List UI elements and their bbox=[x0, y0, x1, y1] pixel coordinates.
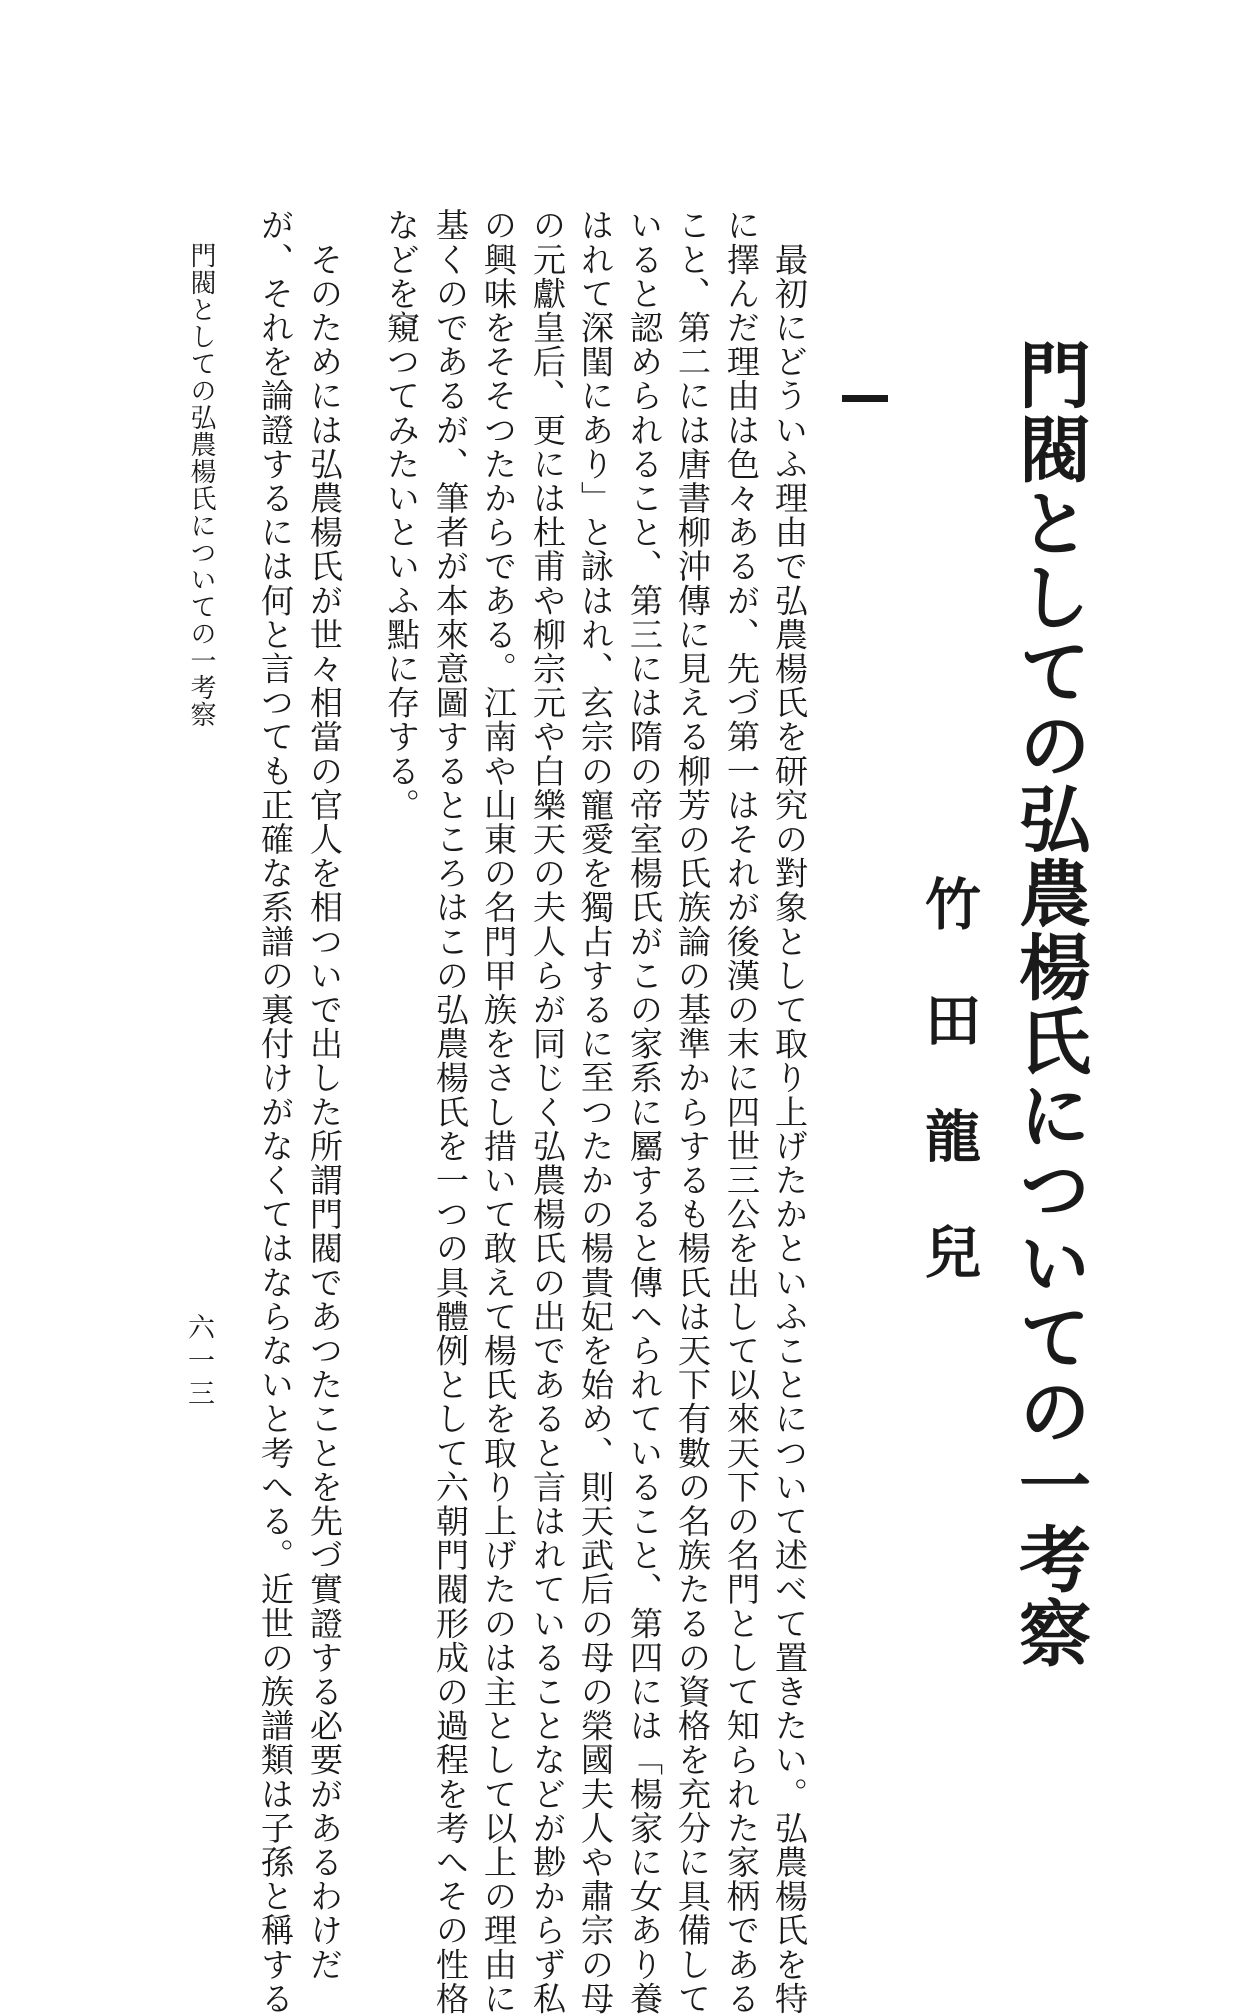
body-line-10: そのためには弘農楊氏が世々相當の官人を相ついで出した所謂門閥であつたことを先づ實證する必要があるわけだ bbox=[305, 208, 344, 1982]
body-line-8: 基くのであるが、筆者が本來意圖するところはこの弘農楊氏を一つの具體例として六朝門閥形成の過程を考へその性格 bbox=[431, 208, 470, 2015]
page-number: 六一三 bbox=[183, 1313, 214, 1412]
body-line-1: 最初にどういふ理由で弘農楊氏を研究の對象として取り上げたかといふことについて述べて置きたい。弘農楊氏を特 bbox=[770, 208, 809, 2015]
body-line-4: いると認められること、第三には隋の帝室楊氏がこの家系に屬すると傳へられていること、第四には「楊家に女あり養 bbox=[625, 208, 664, 2015]
running-header: 門閥としての弘農楊氏についての一考察 bbox=[186, 242, 216, 728]
author-name: 竹田龍兒 bbox=[916, 875, 982, 1339]
article-title: 門閥としての弘農楊氏についての一考察 bbox=[1007, 338, 1092, 1670]
body-line-7: の興味をそそつたからである。江南や山東の名門甲族をさし措いて敢えて楊氏を取り上げたのは主として以上の理由に bbox=[479, 208, 518, 2015]
body-line-3: こと、第二には唐書柳沖傳に見える柳芳の氏族論の基準からするも楊氏は天下有數の名族たるの資格を充分に具備して bbox=[673, 208, 712, 2015]
body-line-2: に擇んだ理由は色々あるが、先づ第一はそれが後漢の末に四世三公を出して以來天下の名門として知られた家柄である bbox=[722, 208, 761, 2015]
section-number-mark bbox=[842, 395, 888, 402]
body-line-5: はれて深閨にあり」と詠はれ、玄宗の寵愛を獨占するに至つたかの楊貴妃を始め、則天武后の母の榮國夫人や肅宗の母 bbox=[576, 208, 615, 2015]
body-line-9: などを窺つてみたいといふ點に存する。 bbox=[382, 208, 421, 822]
body-line-6: の元獻皇后、更には杜甫や柳宗元や白樂天の夫人らが同じく弘農楊氏の出であると言はれていることなどが尠からず私 bbox=[528, 208, 567, 2015]
body-line-11: が、それを論證するには何と言つても正確な系譜の裏付けがなくてはならないと考へる。近世の族譜類は子孫と稱する bbox=[256, 208, 295, 2015]
